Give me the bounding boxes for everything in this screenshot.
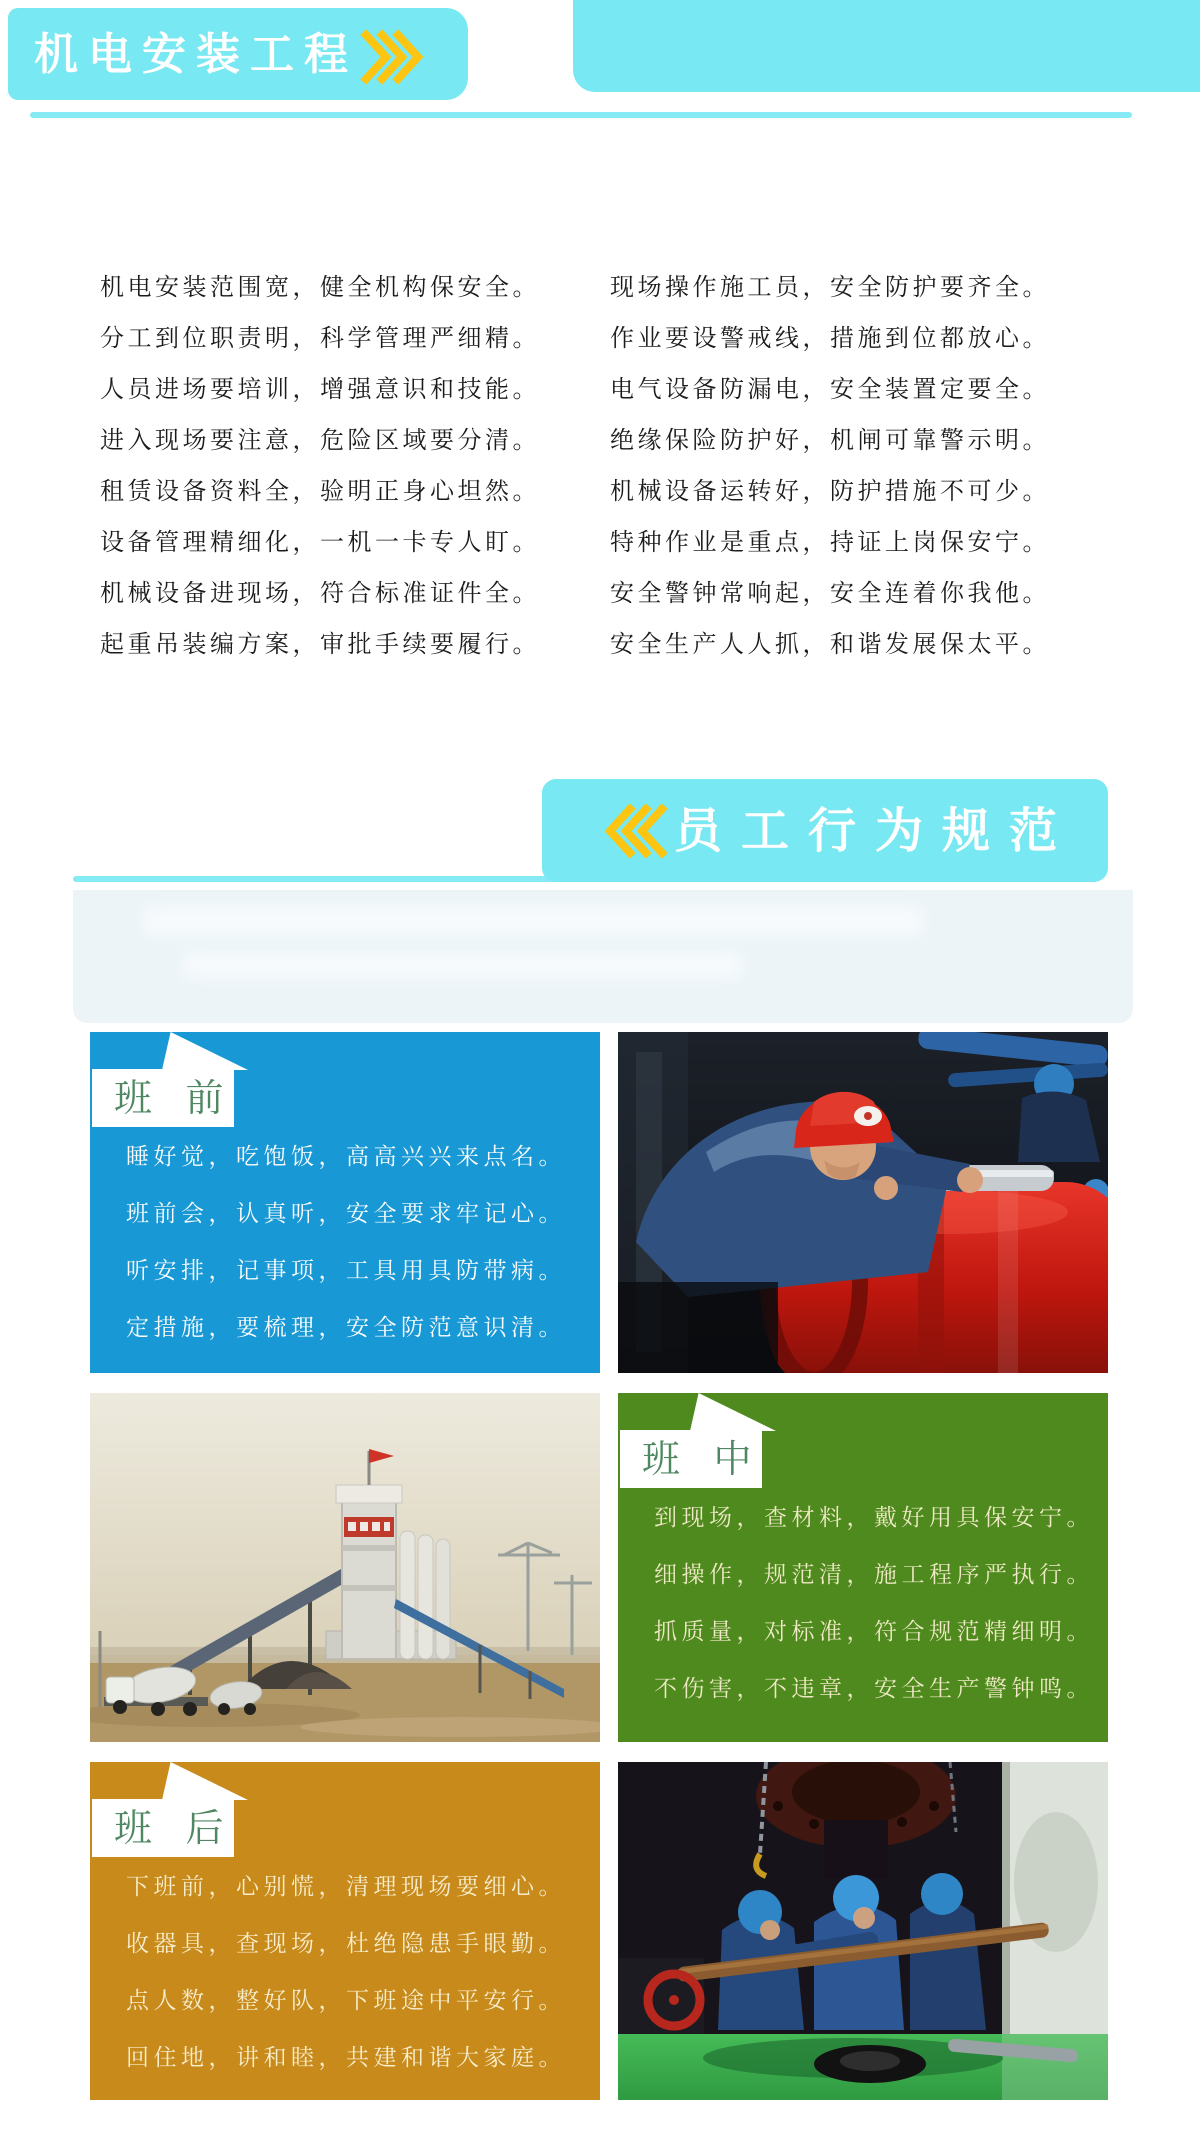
post-shift-block: [90, 1762, 600, 2100]
speech-bubble-tail: [162, 1762, 248, 1800]
ghost-watermark: [143, 906, 923, 936]
section-title: 机电安装工程: [34, 30, 358, 79]
verse-line: 人员进场要培训，增强意识和技能。: [100, 376, 540, 403]
shift-label: 班 中: [642, 1439, 756, 1481]
section-banner-employee-conduct: [542, 779, 1108, 882]
verse-column-left: [100, 262, 540, 670]
shift-rules: [654, 1489, 1094, 1717]
rule-line: 收器具，查现场，杜绝隐患手眼勤。: [126, 1930, 566, 1956]
rule-line: 抓质量，对标准，符合规范精细明。: [654, 1618, 1094, 1644]
ghost-watermark: [183, 952, 743, 978]
rule-line: 回住地，讲和睦，共建和谐大家庭。: [126, 2044, 566, 2070]
photo-workers-installing-pipe: [618, 1762, 1108, 2100]
verse-line: 现场操作施工员，安全防护要齐全。: [610, 274, 1050, 301]
verse-line: 安全生产人人抓，和谐发展保太平。: [610, 631, 1050, 658]
watermark-panel: [73, 890, 1133, 1023]
verse-line: 电气设备防漏电，安全装置定要全。: [610, 376, 1050, 403]
pre-shift-block: [90, 1032, 600, 1373]
rule-line: 听安排，记事项，工具用具防带病。: [126, 1257, 566, 1283]
verse-line: 绝缘保险防护好，机闸可靠警示明。: [610, 427, 1050, 454]
shift-label-box: [620, 1430, 762, 1488]
section-banner-mechanical-electrical: [8, 8, 468, 100]
shift-rules: [126, 1858, 566, 2086]
rule-line: 到现场，查材料，戴好用具保安宁。: [654, 1504, 1094, 1530]
rule-line: 不伤害，不违章，安全生产警钟鸣。: [654, 1675, 1094, 1701]
verse-line: 作业要设警戒线，措施到位都放心。: [610, 325, 1050, 352]
shift-label-box: [92, 1799, 234, 1857]
verse-line: 进入现场要注意，危险区域要分清。: [100, 427, 540, 454]
verse-line: 机械设备运转好，防护措施不可少。: [610, 478, 1050, 505]
shift-label: 班 后: [114, 1808, 228, 1850]
rule-line: 睡好觉，吃饱饭，高高兴兴来点名。: [126, 1143, 566, 1169]
photo-batching-plant: [90, 1393, 600, 1742]
verse-line: 安全警钟常响起，安全连着你我他。: [610, 580, 1050, 607]
post-shift-cell: [90, 1762, 600, 2100]
mid-shift-block: [618, 1393, 1108, 1742]
rule-line: 班前会，认真听，安全要求牢记心。: [126, 1200, 566, 1226]
mid-divider-line: [73, 876, 593, 882]
shift-rules: [126, 1128, 566, 1356]
speech-bubble-tail: [162, 1032, 248, 1070]
verse-column-right: [610, 262, 1050, 670]
mid-shift-cell: [618, 1393, 1108, 1742]
verse-line: 机电安装范围宽，健全机构保安全。: [100, 274, 540, 301]
verse-line: 机械设备进现场，符合标准证件全。: [100, 580, 540, 607]
pre-shift-cell: [90, 1032, 600, 1373]
verse-line: 分工到位职责明，科学管理严细精。: [100, 325, 540, 352]
shift-label-box: [92, 1069, 234, 1127]
shift-label: 班 前: [114, 1078, 228, 1120]
top-divider-line: [30, 112, 1132, 118]
rule-line: 细操作，规范清，施工程序严执行。: [654, 1561, 1094, 1587]
rule-line: 定措施，要梳理，安全防范意识清。: [126, 1314, 566, 1340]
verse-line: 租赁设备资料全，验明正身心坦然。: [100, 478, 540, 505]
speech-bubble-tail: [690, 1393, 776, 1431]
verse-line: 设备管理精细化，一机一卡专人盯。: [100, 529, 540, 556]
verse-line: 起重吊装编方案，审批手续要履行。: [100, 631, 540, 658]
triple-chevron-right-icon: [360, 29, 424, 90]
photo-worker-on-red-drum: [618, 1032, 1108, 1373]
rule-line: 点人数，整好队，下班途中平安行。: [126, 1987, 566, 2013]
rule-line: 下班前，心别慌，清理现场要细心。: [126, 1873, 566, 1899]
section-title: 员工行为规范: [674, 805, 1077, 858]
top-right-cyan-band: [573, 0, 1200, 92]
triple-chevron-left-icon: [604, 803, 668, 864]
safety-verse-section: [0, 262, 1200, 682]
verse-line: 特种作业是重点，持证上岗保安宁。: [610, 529, 1050, 556]
